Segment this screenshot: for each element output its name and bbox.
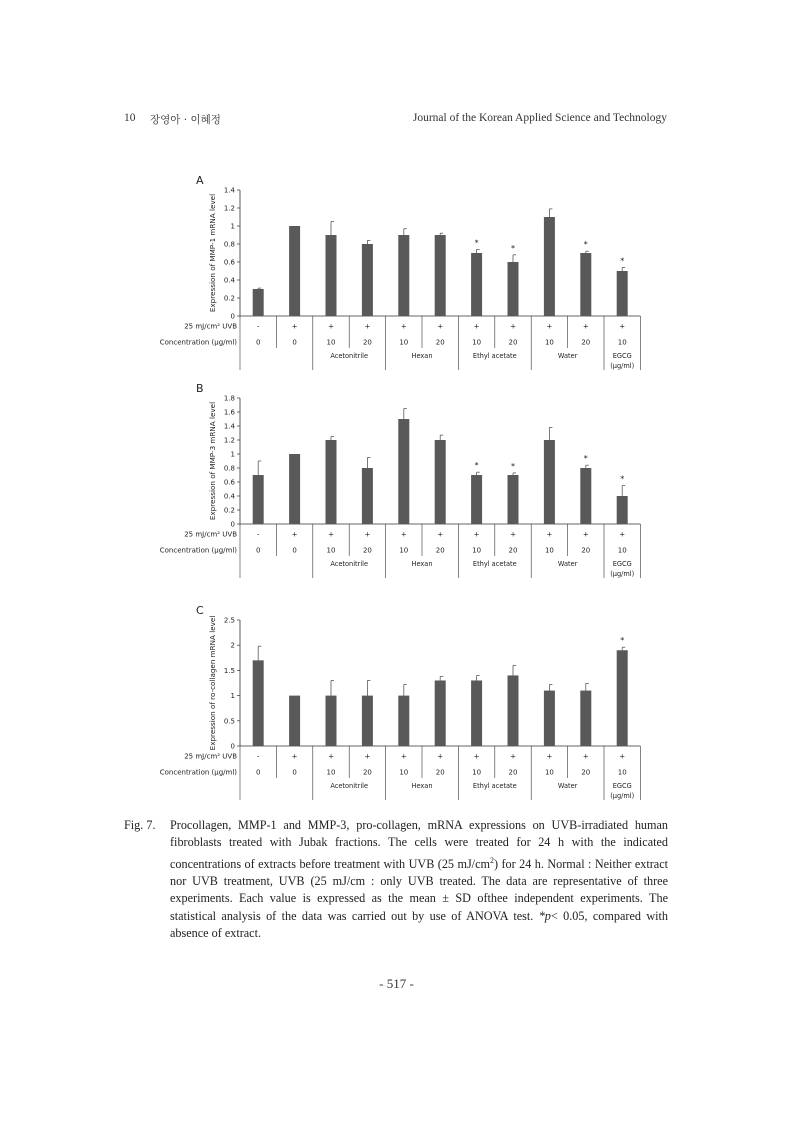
bar [471,253,482,316]
group-label: Ethyl acetate [472,782,517,790]
y-tick-label: 1.4 [223,186,235,195]
caption-pvalue-symbol: *p [538,908,551,923]
concentration-label: 0 [292,768,297,777]
page-number-footer: - 517 - [379,976,414,991]
caption-label: Fig. 7. [124,818,156,832]
bar [398,235,409,316]
uvb-label: + [473,322,480,331]
caption-superscript: 2 [489,855,494,865]
bar [253,660,264,746]
uvb-label: + [510,752,516,761]
concentration-label: 0 [255,768,261,777]
significance-marker: * [511,461,515,471]
uvb-label: + [328,752,334,761]
y-tick-label: 1.2 [223,204,235,213]
y-tick-label: 2.5 [223,616,235,625]
concentration-label: 20 [508,546,518,555]
concentration-label: 10 [326,338,336,347]
group-sublabel: (μg/ml) [610,792,635,800]
uvb-label: + [582,530,589,539]
uvb-label: + [364,752,371,761]
concentration-label: 10 [617,768,627,777]
y-tick-label: 0 [230,742,235,751]
concentration-label: 20 [508,768,518,777]
group-label: EGCG [612,560,632,568]
row-label-uvb: 25 mJ/cm² UVB [184,322,237,331]
bar [435,440,446,524]
bar [435,680,446,746]
concentration-label: 0 [292,546,297,555]
uvb-label: + [291,322,298,331]
chart-panel-c [150,602,670,802]
concentration-label: 10 [399,768,409,777]
significance-marker: * [620,636,625,646]
bar [435,235,446,316]
y-tick-label: 0.2 [223,294,235,303]
significance-marker: * [511,243,515,253]
bar [253,475,264,524]
significance-marker: * [474,238,479,248]
group-label: Water [557,560,578,568]
y-tick-label: 0.8 [223,240,235,249]
y-tick-label: 1.8 [223,394,235,403]
uvb-label: + [510,530,516,539]
bar [289,696,300,746]
y-tick-label: 1.4 [223,422,235,431]
row-label-concentration: Concentration (μg/ml) [159,546,237,555]
uvb-label: + [364,530,371,539]
significance-marker: * [620,474,625,484]
y-tick-label: 0.5 [223,717,235,726]
uvb-label: + [328,530,334,539]
concentration-label: 20 [362,768,372,777]
bar [326,235,337,316]
y-axis-label: Expression of ro-collagen mRNA level [208,615,217,751]
concentration-label: 10 [544,338,554,347]
concentration-label: 20 [581,768,591,777]
uvb-label: - [256,322,260,331]
y-tick-label: 1.2 [223,436,235,445]
y-tick-label: 1 [230,450,235,459]
group-label: Ethyl acetate [472,352,517,360]
uvb-label: + [400,322,407,331]
group-label: Water [557,782,578,790]
concentration-label: 10 [326,768,336,777]
caption-text-part2: ) for 24 h. Normal : Neither extract nor UVB treatment, UVB (25 mJ/cm : only UVB treated. The data are representative of three experiments. Each value is expressed as the mean ± SD ofthee independent experiments. The statistical analysis of the data was carried out by use of ANOVA test. [170,856,668,923]
uvb-label: + [400,752,407,761]
y-tick-label: 1.6 [223,408,235,417]
uvb-label: - [256,530,260,539]
uvb-label: + [546,752,553,761]
bar [580,691,591,746]
uvb-label: + [437,322,444,331]
row-label-uvb: 25 mJ/cm² UVB [184,752,237,761]
bar [398,419,409,524]
bar [617,271,628,316]
concentration-label: 20 [581,546,591,555]
uvb-label: + [473,752,480,761]
uvb-label: + [291,530,298,539]
y-tick-label: 0.2 [223,506,235,515]
panel-letter: B [196,382,204,395]
group-sublabel: (μg/ml) [610,362,635,370]
uvb-label: + [473,530,480,539]
uvb-label: + [619,322,626,331]
bar [362,696,373,746]
concentration-label: 0 [292,338,297,347]
bar [508,675,519,746]
uvb-label: + [619,752,626,761]
concentration-label: 10 [326,546,336,555]
uvb-label: + [437,530,444,539]
panel-letter: C [196,604,204,617]
concentration-label: 10 [617,338,627,347]
bar [617,496,628,524]
chart-svg [150,172,670,372]
concentration-label: 10 [472,546,482,555]
concentration-label: 10 [472,338,482,347]
bar [398,696,409,746]
group-sublabel: (μg/ml) [610,570,635,578]
y-axis-label: Expression of MMP-3 mRNA level [208,401,217,521]
group-label: EGCG [612,352,632,360]
uvb-label: + [291,752,298,761]
concentration-label: 10 [617,546,627,555]
group-label: Ethyl acetate [472,560,517,568]
uvb-label: + [364,322,371,331]
uvb-label: + [510,322,516,331]
figure-caption [124,817,668,942]
significance-marker: * [583,454,588,464]
concentration-label: 20 [508,338,518,347]
row-label-concentration: Concentration (μg/ml) [159,768,237,777]
concentration-label: 10 [472,768,482,777]
concentration-label: 20 [435,338,445,347]
y-tick-label: 0.6 [223,478,235,487]
concentration-label: 10 [399,338,409,347]
concentration-label: 20 [435,768,445,777]
uvb-label: - [256,752,260,761]
significance-marker: * [474,461,479,471]
group-label: Acetonitrile [330,560,369,568]
header-journal: Journal of the Korean Applied Science and Technology [412,112,667,124]
bar [471,475,482,524]
concentration-label: 0 [255,338,261,347]
bar [508,262,519,316]
y-tick-label: 0.4 [223,492,235,501]
group-label: Water [557,352,578,360]
concentration-label: 20 [435,546,445,555]
uvb-label: + [546,322,553,331]
row-label-concentration: Concentration (μg/ml) [159,338,237,347]
chart-panel-a [150,172,670,372]
group-label: Acetonitrile [330,782,369,790]
concentration-label: 10 [544,768,554,777]
y-tick-label: 2 [230,641,235,650]
chart-svg [150,380,670,580]
bar [326,696,337,746]
bar [580,468,591,524]
uvb-label: + [437,752,444,761]
uvb-label: + [582,752,589,761]
uvb-label: + [582,322,589,331]
row-label-uvb: 25 mJ/cm² UVB [184,530,237,539]
y-tick-label: 0 [230,520,235,529]
group-label: Acetonitrile [330,352,369,360]
caption-pvalue-text: < 0.05, compared with absence of extract. [170,908,669,940]
bar [617,650,628,746]
header-authors: 장영아 · 이혜정 [150,114,221,126]
y-axis-label: Expression of MMP-1 mRNA level [208,193,217,313]
significance-marker: * [620,256,625,266]
y-tick-label: 1.5 [223,666,235,675]
bar [253,289,264,316]
bar [508,475,519,524]
y-tick-label: 1 [230,692,235,701]
bar [289,226,300,316]
y-tick-label: 0 [230,312,235,321]
bar [326,440,337,524]
y-tick-label: 1 [230,222,235,231]
bar [580,253,591,316]
uvb-label: + [400,530,407,539]
caption-text [170,817,668,942]
y-tick-label: 0.4 [223,276,235,285]
group-label: EGCG [612,782,632,790]
bar [544,217,555,316]
caption-text-part1: Procollagen, MMP-1 and MMP-3, pro-collagen, mRNA expressions on UVB-irradiated human fibroblasts treated with Jubak fractions. The cells were treated for 24 h with the indicated concentrations of extracts before treatment with UVB (25 mJ/cm [170,818,668,871]
concentration-label: 20 [362,338,372,347]
bar [289,454,300,524]
bar [362,468,373,524]
chart-svg [150,602,670,802]
uvb-label: + [546,530,553,539]
bar [362,244,373,316]
group-label: Hexan [411,782,433,790]
chart-panel-b [150,380,670,580]
y-tick-label: 0.8 [223,464,235,473]
significance-marker: * [583,240,588,250]
concentration-label: 20 [581,338,591,347]
concentration-label: 0 [255,546,261,555]
uvb-label: + [328,322,334,331]
header-page-number: 10 [124,112,136,124]
bar [544,691,555,746]
concentration-label: 10 [399,546,409,555]
group-label: Hexan [411,352,433,360]
bar [544,440,555,524]
uvb-label: + [619,530,626,539]
concentration-label: 10 [544,546,554,555]
panel-letter: A [196,174,204,187]
group-label: Hexan [411,560,433,568]
concentration-label: 20 [362,546,372,555]
bar [471,680,482,746]
y-tick-label: 0.6 [223,258,235,267]
